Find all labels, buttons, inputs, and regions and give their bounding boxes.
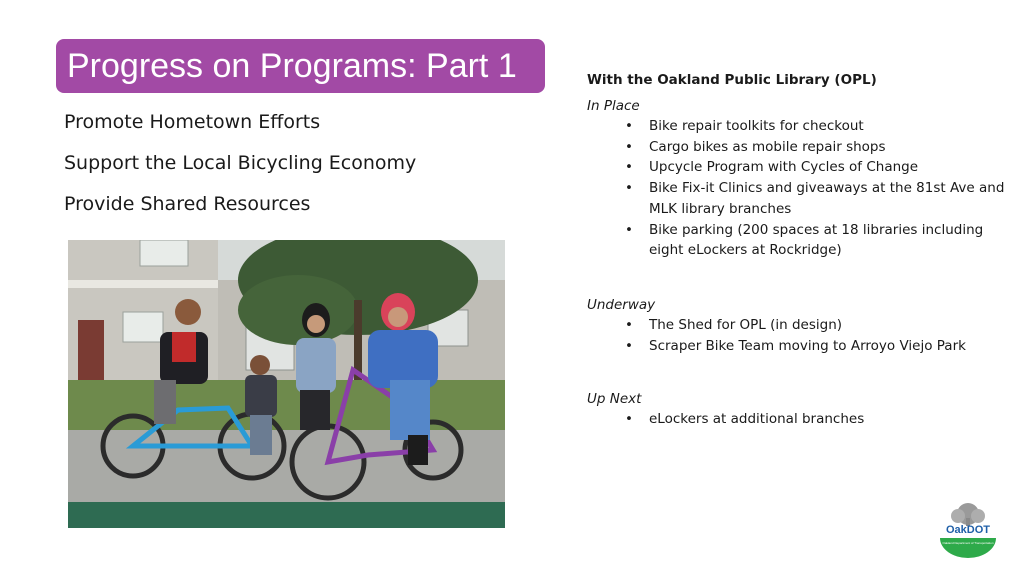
slide-title-banner <box>56 39 545 93</box>
list-item: • Cargo bikes as mobile repair shops <box>587 137 1007 158</box>
list-item: • Bike Fix-it Clinics and giveaways at the 81st Ave and MLK library branches <box>587 178 1007 219</box>
section-label-in-place: In Place <box>587 98 640 114</box>
logo-wordmark: OakDOT <box>945 524 991 536</box>
slide-title: Progress on Programs: Part 1 <box>67 46 517 85</box>
in-place-list <box>587 116 1007 261</box>
topic-item: Promote Hometown Efforts <box>64 111 321 133</box>
logo-subtext: Oakland Department of Transportation <box>942 541 994 545</box>
topic-item: Support the Local Bicycling Economy <box>64 152 417 174</box>
oakdot-logo <box>938 500 998 558</box>
oak-tree-icon <box>938 500 998 558</box>
topic-item: Provide Shared Resources <box>64 193 311 215</box>
list-item: • Upcycle Program with Cycles of Change <box>587 157 1007 178</box>
underway-list <box>587 315 1007 356</box>
list-item: • Bike repair toolkits for checkout <box>587 116 1007 137</box>
section-label-up-next: Up Next <box>587 391 642 408</box>
up-next-list <box>587 409 1007 430</box>
list-item: • eLockers at additional branches <box>587 409 1007 430</box>
list-item: • Scraper Bike Team moving to Arroyo Viejo Park <box>587 336 1007 357</box>
list-item: • The Shed for OPL (in design) <box>587 315 1007 336</box>
photo-illustration <box>68 240 505 528</box>
opl-programs-panel <box>587 70 1007 430</box>
kids-on-bikes-photo <box>68 240 505 528</box>
panel-heading: With the Oakland Public Library (OPL) <box>587 72 877 88</box>
section-label-underway: Underway <box>587 296 656 313</box>
list-item: • Bike parking (200 spaces at 18 libraries including eight eLockers at Rockridge) <box>587 220 1007 261</box>
left-topic-list <box>64 108 416 231</box>
